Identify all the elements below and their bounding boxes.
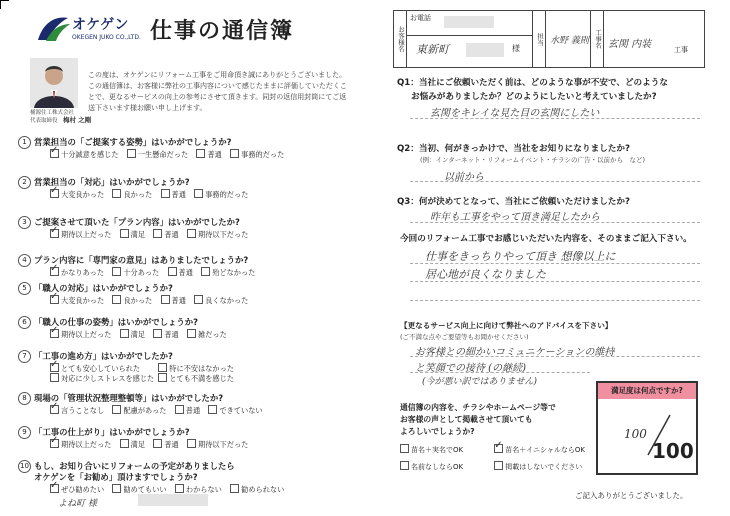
- option[interactable]: 名前なしならOK: [400, 461, 486, 472]
- q4-answer-line1: 仕事をきっちりやって頂き 想像以上に: [425, 250, 616, 263]
- checkbox[interactable]: [187, 439, 196, 448]
- q1-text-line2: お悩みがありましたか？どのようにしたいと考えていましたか?: [411, 92, 657, 102]
- checkbox[interactable]: [168, 267, 177, 276]
- question-options: [50, 295, 254, 306]
- question-options: [50, 439, 254, 450]
- publish-question-line1: 通信簿の内容を、チラシやホームページ等で: [400, 403, 556, 412]
- customer-info-table: [393, 10, 705, 68]
- checkbox[interactable]: [194, 189, 203, 198]
- checkbox[interactable]: [50, 229, 59, 238]
- answer-line: [410, 118, 700, 119]
- option[interactable]: 掲載はしないでください: [494, 461, 582, 472]
- checkbox[interactable]: [400, 444, 409, 453]
- checkbox[interactable]: [161, 189, 170, 198]
- checkbox[interactable]: [194, 295, 203, 304]
- option[interactable]: 苗名＋実名でOK: [400, 444, 486, 455]
- question-text: 「工事の進め方」はいかがでしたか?: [34, 351, 173, 361]
- redacted-block: [138, 494, 208, 506]
- publish-question-line3: よろしいでしょうか?: [400, 427, 475, 436]
- question-number: 2: [18, 176, 31, 189]
- option[interactable]: 普通: [175, 405, 200, 416]
- work-suffix: 工事: [674, 46, 688, 54]
- checkbox[interactable]: [158, 373, 167, 382]
- option[interactable]: 普通: [153, 329, 178, 340]
- option[interactable]: ✓言うことなし: [50, 405, 104, 416]
- checkbox[interactable]: [400, 461, 409, 470]
- option[interactable]: ✓期待以上だった: [50, 229, 111, 240]
- advice-line3: (今が悪い訳ではありません): [422, 377, 538, 387]
- president-photo: [30, 58, 78, 108]
- page-title: 仕事の通信簿: [150, 19, 295, 44]
- option[interactable]: 事務的だった: [230, 149, 284, 160]
- checkbox[interactable]: [120, 329, 129, 338]
- question-text: プラン内容に「専門家の意見」はありましたでしょうか?: [34, 255, 249, 265]
- question-options: [50, 189, 254, 200]
- checkbox[interactable]: [494, 461, 503, 470]
- checkbox[interactable]: [50, 363, 59, 372]
- score-box: [596, 381, 698, 475]
- publish-options-row2: [400, 461, 588, 472]
- option[interactable]: とても不満を感じた: [158, 373, 234, 384]
- publish-options-row1: [400, 444, 591, 455]
- option[interactable]: ✓とても安心していられた: [50, 363, 150, 374]
- answer-line: [410, 372, 590, 373]
- staff-label: 担当: [532, 11, 546, 67]
- staff-handwriting: 水野 義則: [550, 36, 589, 46]
- option[interactable]: 普通: [153, 229, 178, 240]
- q2-answer: 以前から: [444, 172, 484, 183]
- question-text: 「工事の仕上がり」はいかがでしょうか?: [34, 427, 190, 437]
- option[interactable]: 期待以下だった: [187, 229, 248, 240]
- checkbox[interactable]: [175, 484, 184, 493]
- phone-label: お電話: [410, 14, 431, 22]
- thanks-text: ご記入ありがとうございました。: [575, 491, 688, 500]
- checkbox[interactable]: [50, 295, 59, 304]
- option[interactable]: ✓かなりあった: [50, 267, 104, 278]
- question-number: 9: [18, 426, 31, 439]
- checkbox[interactable]: [112, 405, 121, 414]
- redacted-phone: [444, 16, 494, 28]
- question-options: [50, 329, 233, 340]
- option[interactable]: ✓大変良かった: [50, 295, 104, 306]
- question-text: 現場の「管理状況整理整頓等」はいかがでしたか?: [34, 393, 224, 403]
- question-number: 4: [18, 254, 31, 267]
- checkbox[interactable]: [112, 484, 121, 493]
- advice-heading: 【更なるサービス向上に向けて弊社へのアドバイスを下さい】: [400, 321, 613, 330]
- question-number: 1: [18, 136, 31, 149]
- score-handwriting: 100: [624, 427, 647, 441]
- customer-label: お客様名: [394, 11, 407, 67]
- work-handwriting: 玄関 内装: [608, 39, 652, 50]
- checkbox[interactable]: [50, 189, 59, 198]
- option[interactable]: 事務的だった: [194, 189, 248, 200]
- option[interactable]: 良くなかった: [194, 295, 248, 306]
- president-title: 代表取締役: [30, 118, 58, 124]
- question-text: もし、お知り合いにリフォームの予定がありましたら: [34, 461, 235, 471]
- advice-line1: お客様との細かいコミュニケーションの維持: [415, 347, 615, 358]
- publish-question-line2: お客様の声として掲載させて頂いても: [400, 415, 533, 424]
- question-text: 営業担当の「対応」はいかがでしょうか?: [34, 177, 190, 187]
- answer-line: [410, 222, 700, 223]
- q2-example: (例：インターネット・リフォームイベント・チラシの广告・以前から など): [420, 156, 646, 164]
- checkbox[interactable]: [153, 329, 162, 338]
- q3-answer: 昨年も工事をやって頂き満足したから: [430, 212, 600, 223]
- logo-name: オケゲン: [72, 17, 129, 33]
- company-name-small: 桶源住工株式会社: [30, 110, 75, 116]
- checkbox[interactable]: [50, 439, 59, 448]
- checkbox[interactable]: [50, 405, 59, 414]
- q1-text: Q1：当社にご依頼いただく前は、どのような事が不安で、どのような: [397, 78, 668, 88]
- q4-text: 今回のリフォーム工事でお感じいただいた内容を、そのままご記入下さい。: [400, 234, 692, 244]
- checkbox[interactable]: [153, 439, 162, 448]
- answer-line: [410, 356, 700, 357]
- option[interactable]: 勧めてもいい: [112, 484, 166, 495]
- question-options: [50, 405, 269, 416]
- option[interactable]: 普通: [161, 295, 186, 306]
- person-icon: [30, 58, 78, 108]
- advice-line2: と笑顔での接待 (の継続): [415, 363, 526, 374]
- intro-text: この度は、オケゲンにリフォーム工事をご用命頂き誠にありがとうございました。この通信簿は、お客様に弊社の工事内容について感じたままに評価していただくことで、更なるサービスの向上の参考にさせて頂きます。同封の返信用封筒にてご返送下さいます様お願い申し上げます。: [88, 71, 347, 112]
- question-options: [50, 267, 261, 278]
- checkbox[interactable]: [112, 189, 121, 198]
- answer-line: [410, 263, 700, 264]
- q2-text: Q2：当初、何がきっかけで、当社をお知りになりましたか?: [397, 144, 630, 154]
- question-number: 10: [18, 460, 31, 473]
- checkbox[interactable]: [120, 439, 129, 448]
- logo-subtitle: OKEGEN JUKO CO.,LTD.: [72, 34, 141, 41]
- option[interactable]: 特に不安はなかった: [158, 363, 234, 374]
- answer-line: [410, 281, 700, 282]
- option[interactable]: 満足: [120, 439, 145, 450]
- option[interactable]: 良かった: [112, 189, 152, 200]
- option[interactable]: 一生懸命だった: [127, 149, 188, 160]
- option[interactable]: 配慮があった: [112, 405, 166, 416]
- question-text: 「職人の対応」はいかがでしょうか?: [34, 283, 173, 293]
- redacted-name: [466, 43, 504, 57]
- checkbox[interactable]: [196, 149, 205, 158]
- checkbox[interactable]: [50, 149, 59, 158]
- option[interactable]: 対応に少しストレスを感じた: [50, 373, 150, 384]
- option[interactable]: ✓十分誠意を感じた: [50, 149, 119, 160]
- checkbox[interactable]: [50, 373, 59, 382]
- checkbox[interactable]: [175, 405, 184, 414]
- option[interactable]: 普通: [153, 439, 178, 450]
- honorific: 様: [512, 44, 520, 53]
- question-number: 6: [18, 316, 31, 329]
- option[interactable]: ✓期待以上だった: [50, 439, 111, 450]
- option[interactable]: 満足: [120, 329, 145, 340]
- checkbox[interactable]: [112, 295, 121, 304]
- answer-line: [410, 300, 700, 301]
- question-number: 5: [18, 282, 31, 295]
- question-number: 3: [18, 216, 31, 229]
- address-handwriting: 東新町: [416, 43, 449, 56]
- president-name: 梅村 之剛: [63, 116, 92, 124]
- option[interactable]: ✓期待以上だった: [50, 329, 111, 340]
- option[interactable]: できていない: [208, 405, 262, 416]
- checkbox[interactable]: [187, 329, 196, 338]
- option[interactable]: ✓大変良かった: [50, 189, 104, 200]
- question-number: 8: [18, 392, 31, 405]
- q1-answer: 玄関をキレイな見た目の玄関にしたい: [430, 108, 600, 119]
- checkbox[interactable]: [153, 229, 162, 238]
- option[interactable]: 普通: [161, 189, 186, 200]
- checkbox[interactable]: [120, 229, 129, 238]
- answer-line: [410, 181, 700, 182]
- question-options: [50, 229, 254, 240]
- checkbox[interactable]: [201, 267, 210, 276]
- work-label: 工事名: [590, 11, 604, 67]
- question-options-row2: [50, 373, 240, 384]
- score-max: 100: [652, 439, 694, 463]
- question-text: ご提案させて頂いた「プラン内容」はいかがでしたか?: [34, 217, 240, 227]
- option[interactable]: 満足: [120, 229, 145, 240]
- checkbox[interactable]: [208, 405, 217, 414]
- option[interactable]: 雑だった: [187, 329, 227, 340]
- company-logo: [34, 12, 154, 52]
- advice-subtitle: (ご不満な点やご要望等もお聞かせください): [400, 333, 529, 341]
- logo-mark-icon: [34, 14, 72, 44]
- checkbox[interactable]: [161, 295, 170, 304]
- option[interactable]: ✓ぜひ勧めたい: [50, 484, 104, 495]
- option[interactable]: 勧められない: [230, 484, 284, 495]
- question-options: [50, 149, 290, 160]
- option[interactable]: 十分あった: [112, 267, 159, 278]
- score-heading: 満足度は何点ですか?: [598, 383, 696, 399]
- option[interactable]: 普通: [168, 267, 193, 278]
- option[interactable]: わからない: [175, 484, 222, 495]
- q4-answer-line2: 居心地が良くなりました: [425, 268, 546, 281]
- checkbox[interactable]: [50, 329, 59, 338]
- checkbox[interactable]: [230, 149, 239, 158]
- checkbox[interactable]: [230, 484, 239, 493]
- option[interactable]: 普通: [196, 149, 221, 160]
- q3-text: Q3：何が決めてとなって、当社にご依頼いただけましたか?: [397, 197, 630, 207]
- option[interactable]: 良かった: [112, 295, 152, 306]
- checkbox[interactable]: [187, 229, 196, 238]
- divider: [406, 35, 532, 36]
- option[interactable]: 殆どなかった: [201, 267, 255, 278]
- checkbox[interactable]: [158, 363, 167, 372]
- checkbox[interactable]: [127, 149, 136, 158]
- crop-mark: [0, 0, 9, 9]
- question-text-line2: オケゲンを「お勧め」頂けますでしょうか?: [34, 472, 198, 482]
- checkbox[interactable]: [112, 267, 121, 276]
- question-number: 7: [18, 350, 31, 363]
- checkbox[interactable]: [494, 444, 503, 453]
- question-text: 営業担当の「ご提案する姿勢」はいかがでしょうか?: [34, 137, 232, 147]
- question-text: 「職人の仕事の姿勢」はいかがでしょうか?: [34, 317, 198, 327]
- checkbox[interactable]: [50, 484, 59, 493]
- option[interactable]: ✓ 苗名＋イニシャルならOK: [494, 444, 585, 455]
- q10-handwriting: よね町 様: [58, 499, 97, 509]
- checkbox[interactable]: [50, 267, 59, 276]
- option[interactable]: 期待以下だった: [187, 439, 248, 450]
